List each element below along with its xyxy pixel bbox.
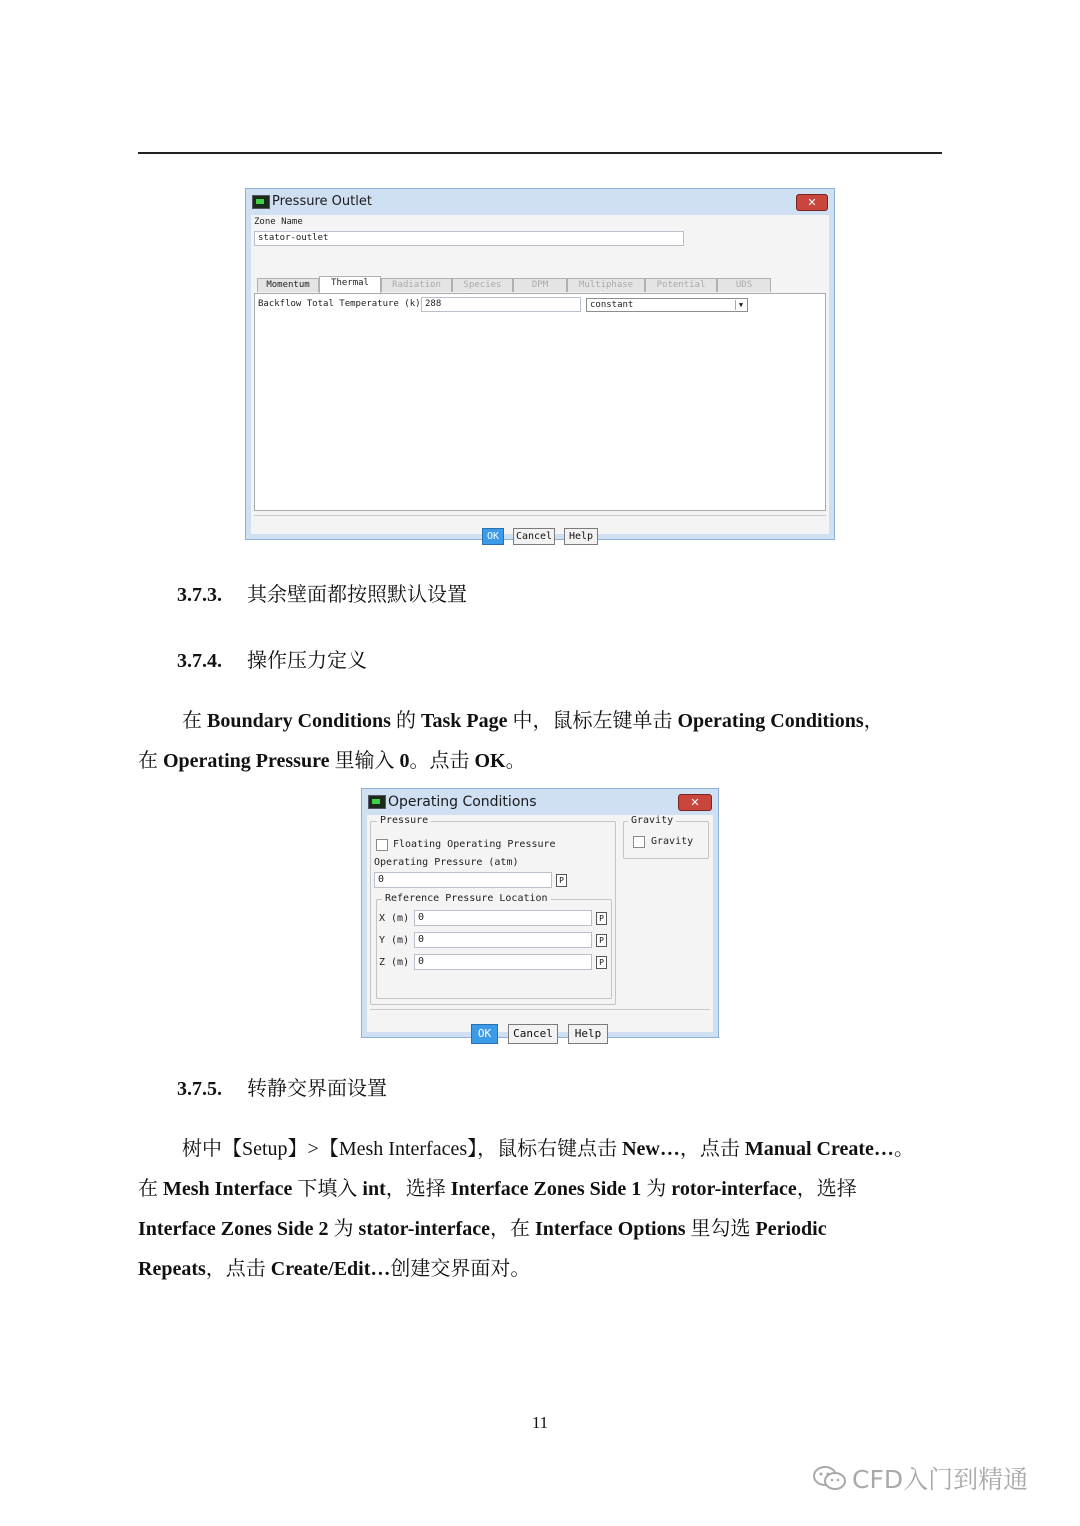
close-button[interactable]: ✕ — [796, 194, 828, 211]
tab-radiation[interactable]: Radiation — [381, 278, 452, 292]
text-run: 树中【Setup】>【Mesh Interfaces】，鼠标右键点击 — [182, 1138, 623, 1160]
text-run: ，点击 — [679, 1138, 745, 1160]
cancel-button[interactable]: Cancel — [508, 1024, 558, 1044]
text-run: ，在 — [489, 1218, 535, 1240]
text-run-bold: Periodic — [755, 1218, 827, 1240]
text-run: ，选择 — [385, 1178, 451, 1200]
fluent-app-icon — [252, 195, 270, 209]
paragraph-line — [182, 704, 884, 733]
dialog-title: Pressure Outlet — [272, 194, 372, 209]
text-run-bold: Manual Create… — [744, 1138, 894, 1160]
z-label: Z (m) — [379, 957, 410, 968]
text-run-bold: Repeats — [138, 1258, 206, 1280]
tab-uds[interactable]: UDS — [717, 278, 771, 292]
operating-conditions-titlebar[interactable] — [362, 789, 718, 815]
text-run-bold: int — [362, 1178, 386, 1200]
x-input[interactable]: 0 — [414, 910, 592, 926]
text-run-bold: Operating Pressure — [163, 750, 330, 772]
tab-thermal[interactable]: Thermal — [319, 276, 381, 293]
text-run-bold: OK — [474, 750, 506, 772]
tab-multiphase[interactable]: Multiphase — [567, 278, 645, 292]
text-run-bold: Interface Zones Side 2 — [138, 1218, 329, 1240]
text-run: 里勾选 — [685, 1218, 756, 1240]
zone-name-label: Zone Name — [254, 217, 303, 227]
button-separator — [254, 515, 826, 516]
pressure-group-label: Pressure — [377, 815, 431, 826]
paragraph-line — [138, 1212, 827, 1241]
dialog-body — [251, 215, 829, 542]
section-number: 3.7.4. — [177, 650, 222, 672]
section-heading — [177, 1072, 387, 1101]
parameter-button[interactable]: P — [596, 956, 607, 969]
paragraph-line — [138, 1172, 857, 1201]
section-number: 3.7.3. — [177, 584, 222, 606]
text-run: ，选择 — [796, 1178, 857, 1200]
text-run: 。 — [893, 1138, 914, 1160]
tab-momentum[interactable]: Momentum — [257, 278, 319, 292]
y-label: Y (m) — [379, 935, 410, 946]
text-run-bold: 0 — [399, 750, 410, 772]
backflow-method-value: constant — [590, 300, 634, 310]
operating-pressure-input[interactable]: 0 — [374, 872, 552, 888]
text-run: ，点击 — [205, 1258, 271, 1280]
paragraph-line — [138, 744, 526, 773]
tab-species[interactable]: Species — [452, 278, 513, 292]
floating-operating-pressure-checkbox[interactable] — [376, 839, 388, 851]
help-button[interactable]: Help — [564, 528, 598, 545]
text-run-bold: Create/Edit… — [270, 1258, 391, 1280]
section-title: 其余壁面都按照默认设置 — [247, 582, 467, 606]
page-number: 11 — [531, 1413, 549, 1432]
text-run: 。 — [505, 750, 526, 772]
ok-button[interactable]: OK — [482, 528, 504, 545]
dialog-title: Operating Conditions — [388, 794, 537, 810]
paragraph-line — [182, 1132, 914, 1161]
text-run-bold: stator-interface — [358, 1218, 490, 1240]
gravity-group-label: Gravity — [628, 815, 676, 826]
text-run: 在 — [138, 750, 163, 772]
text-run: 在 — [182, 710, 207, 732]
text-run-bold: rotor-interface — [671, 1178, 797, 1200]
close-button[interactable]: ✕ — [678, 794, 712, 811]
paragraph-line — [138, 1252, 530, 1281]
text-run: 。点击 — [409, 750, 475, 772]
ok-button[interactable]: OK — [471, 1024, 498, 1044]
text-run: 创建交界面对。 — [390, 1258, 531, 1280]
parameter-button[interactable]: P — [556, 874, 567, 887]
parameter-button[interactable]: P — [596, 934, 607, 947]
text-run: 的 — [390, 710, 421, 732]
operating-pressure-label: Operating Pressure (atm) — [374, 857, 519, 868]
watermark-text: CFD入门到精通 — [852, 1465, 1029, 1494]
thermal-panel — [254, 293, 826, 511]
text-run: ， — [863, 710, 884, 732]
zone-name-input[interactable]: stator-outlet — [254, 231, 684, 246]
text-run-bold: Mesh Interface — [163, 1178, 293, 1200]
text-run-bold: Interface Options — [534, 1218, 686, 1240]
text-run: 在 — [138, 1178, 163, 1200]
backflow-temperature-input[interactable]: 288 — [421, 297, 581, 312]
backflow-temperature-label: Backflow Total Temperature (k) — [258, 299, 421, 309]
gravity-label: Gravity — [651, 836, 694, 847]
text-run: 里输入 — [329, 750, 400, 772]
tab-dpm[interactable]: DPM — [513, 278, 567, 292]
header-rule — [138, 152, 942, 154]
backflow-method-select[interactable] — [586, 298, 748, 312]
cancel-button[interactable]: Cancel — [513, 528, 555, 545]
section-heading — [177, 644, 367, 673]
section-title: 转静交界面设置 — [247, 1076, 387, 1100]
text-run: 下填入 — [292, 1178, 363, 1200]
text-run-bold: New… — [622, 1138, 680, 1160]
help-button[interactable]: Help — [568, 1024, 608, 1044]
gravity-checkbox[interactable] — [633, 836, 645, 848]
reference-pressure-location-label: Reference Pressure Location — [382, 893, 551, 904]
watermark — [812, 1460, 1028, 1496]
text-run: 为 — [328, 1218, 359, 1240]
section-title: 操作压力定义 — [247, 648, 367, 672]
y-input[interactable]: 0 — [414, 932, 592, 948]
pressure-outlet-dialog — [245, 188, 835, 540]
section-number: 3.7.5. — [177, 1078, 222, 1100]
button-separator — [370, 1009, 710, 1010]
text-run: 为 — [641, 1178, 672, 1200]
text-run-bold: Task Page — [420, 710, 508, 732]
dialog-body — [367, 815, 713, 1040]
chevron-down-icon[interactable]: ▼ — [735, 300, 746, 310]
parameter-button[interactable]: P — [596, 912, 607, 925]
section-heading — [177, 578, 467, 607]
tab-potential[interactable]: Potential — [645, 278, 717, 292]
text-run-bold: Boundary Conditions — [207, 710, 391, 732]
floating-operating-pressure-label: Floating Operating Pressure — [393, 839, 556, 850]
text-run-bold: Operating Conditions — [677, 710, 864, 732]
wechat-icon — [812, 1465, 848, 1491]
z-input[interactable]: 0 — [414, 954, 592, 970]
text-run-bold: Interface Zones Side 1 — [450, 1178, 642, 1200]
fluent-app-icon — [368, 795, 386, 809]
text-run: 中，鼠标左键单击 — [507, 710, 678, 732]
pressure-outlet-titlebar[interactable] — [246, 189, 834, 215]
x-label: X (m) — [379, 913, 410, 924]
operating-conditions-dialog — [361, 788, 719, 1038]
